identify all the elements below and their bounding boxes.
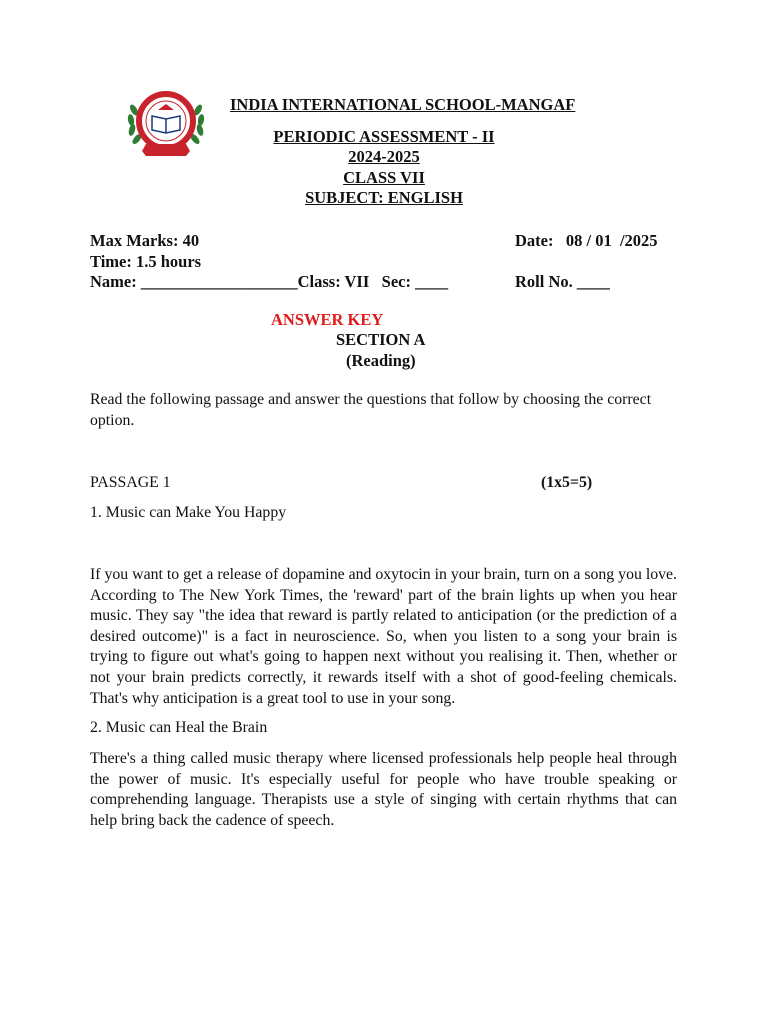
- item-2-title: 2. Music can Heal the Brain: [90, 719, 268, 736]
- section-subtitle: (Reading): [346, 351, 416, 370]
- max-marks: Max Marks: 40: [90, 231, 200, 250]
- item-1-title: 1. Music can Make You Happy: [90, 504, 287, 521]
- class-title: CLASS VII: [343, 168, 425, 187]
- assessment-title: PERIODIC ASSESSMENT - II: [273, 127, 495, 146]
- school-logo: [124, 88, 208, 160]
- section-title: SECTION A: [336, 330, 426, 349]
- roll-number: Roll No. ____: [515, 272, 610, 291]
- passage-label: PASSAGE 1: [90, 474, 171, 491]
- exam-time: Time: 1.5 hours: [90, 252, 202, 271]
- academic-year: 2024-2025: [348, 147, 420, 166]
- subject-title: SUBJECT: ENGLISH: [305, 188, 463, 207]
- answer-key-label: ANSWER KEY: [271, 310, 384, 329]
- passage-marks: (1x5=5): [541, 474, 593, 491]
- school-name: INDIA INTERNATIONAL SCHOOL-MANGAF: [230, 95, 576, 114]
- instructions: Read the following passage and answer the questions that follow by choosing the correct option.: [90, 391, 652, 429]
- item-1-body: If you want to get a release of dopamine and oxytocin in your brain, turn on a song you love. According to The New York Times, the 'reward' part of the brain lights up when you hear music. They say "the idea that reward is partly related to anticipation (or the prediction of a desired outcome)" is a fact in neuroscience. So, when you listen to a song your brain is trying to figure out what's going to happen next without you realising it. Then, whether or not your brain predicts correctly, it rewards itself with a shot of good-feeling chemicals. That's why anticipation is a great tool to use in your song.: [90, 566, 677, 707]
- exam-date: Date: 08 / 01 /2025: [515, 231, 658, 250]
- student-name-line: Name: ___________________Class: VII Sec: ____: [90, 272, 449, 291]
- item-2-body: There's a thing called music therapy where licensed professionals help people heal through the power of music. It's especially useful for people who have trouble speaking or comprehending language. Therapists use a style of singing with certain rhythms that can help bring back the cadence of speech.: [90, 750, 677, 829]
